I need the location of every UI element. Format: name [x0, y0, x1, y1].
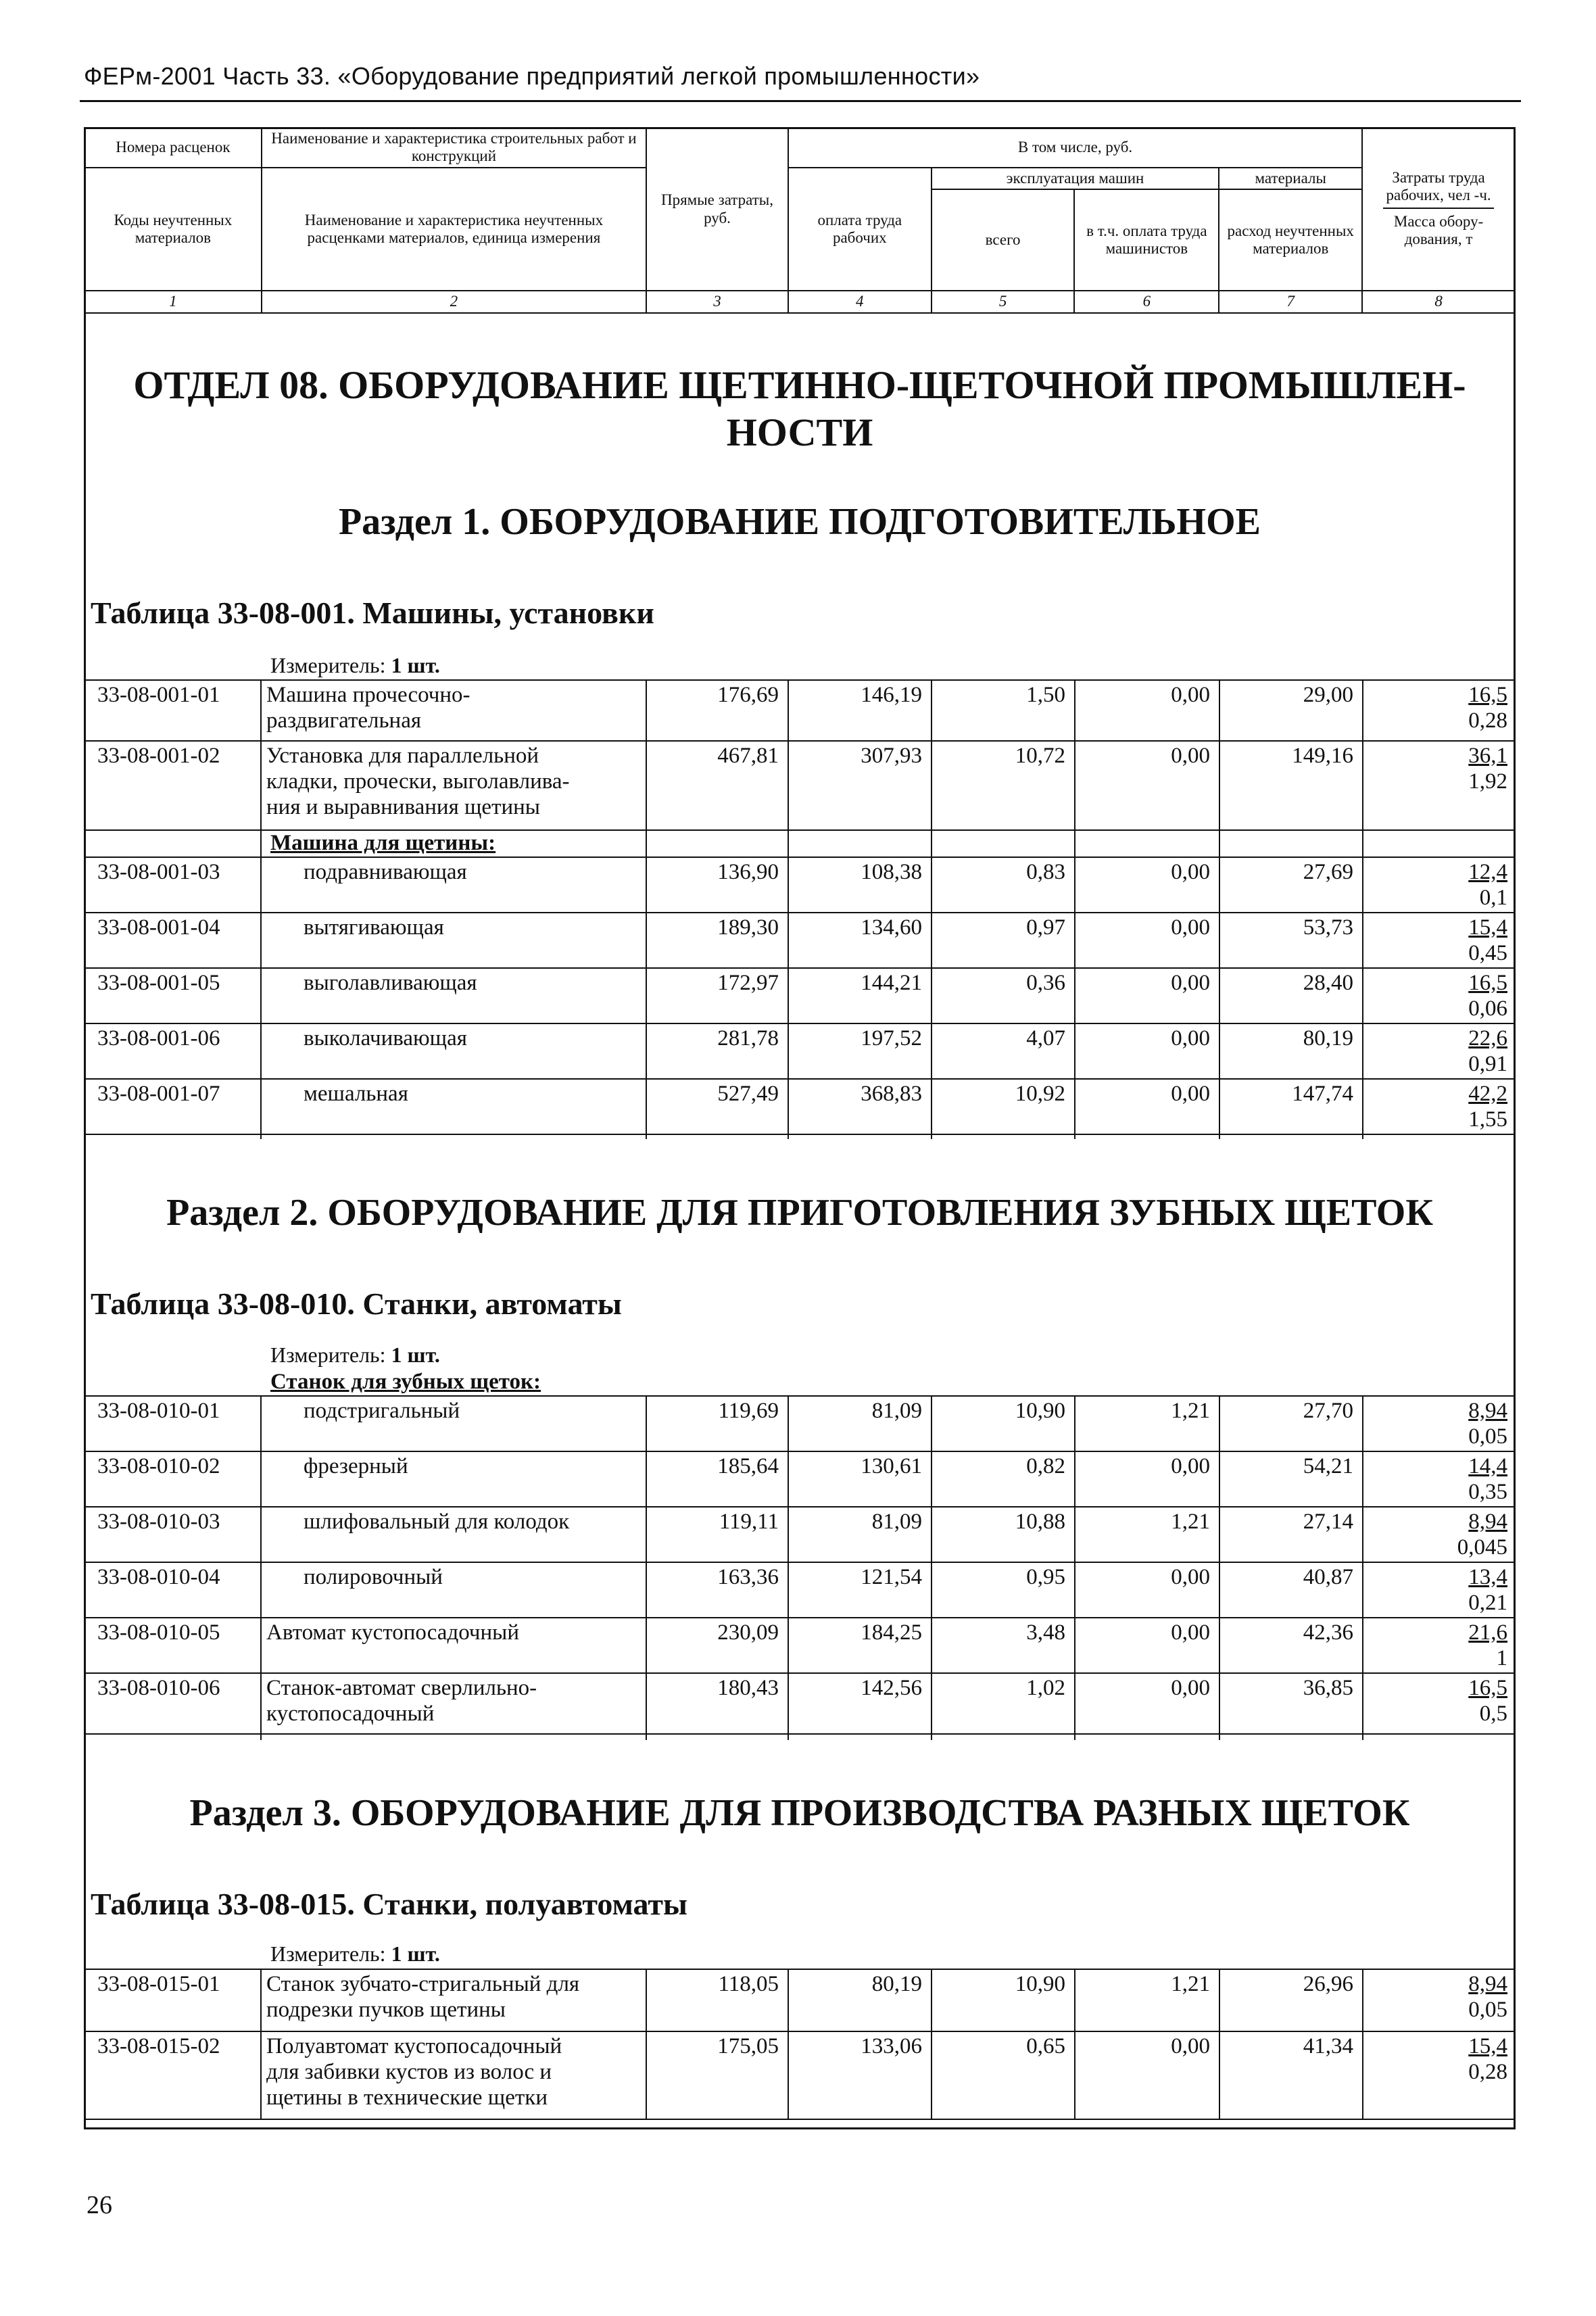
- work-name: [304, 1026, 467, 1051]
- value-c7: 41,34: [1303, 2034, 1353, 2058]
- hdr-num-6: 6: [1074, 291, 1219, 312]
- value-c5: 1,02: [1026, 1676, 1065, 1700]
- section-3-meter-value: 1 шт.: [391, 1941, 440, 1966]
- value-c4: 80,19: [871, 1972, 922, 1996]
- value-c6: 0,00: [1171, 1620, 1210, 1645]
- running-header: ФЕРм-2001 Часть 33. «Оборудование предприятий легкой промышленности»: [84, 62, 980, 90]
- work-name: [266, 1675, 537, 1727]
- otdel-line-1: ОТДЕЛ 08. ОБОРУДОВАНИЕ ЩЕТИННО-ЩЕТОЧНОЙ ПРОМЫШЛЕН-: [133, 363, 1466, 407]
- equipment-mass: 1: [1496, 1646, 1507, 1670]
- value-c7: 40,87: [1303, 1565, 1353, 1589]
- hdr-oplata: оплата труда рабочих: [788, 168, 932, 291]
- hdr-incl: В том числе, руб.: [788, 128, 1362, 168]
- table-row: [84, 912, 1516, 967]
- section-3-meter: [270, 1941, 440, 1967]
- labor-mass: [1363, 1398, 1507, 1449]
- labor-mass: [1363, 1675, 1507, 1727]
- labor-mass: [1363, 1620, 1507, 1671]
- value-c6: 0,00: [1171, 683, 1210, 707]
- rate-code: 33-08-015-01: [97, 1972, 220, 1996]
- work-name: [304, 915, 444, 940]
- work-name: [304, 970, 477, 996]
- work-name: [304, 1509, 569, 1535]
- table-row: [84, 2031, 1516, 2119]
- work-name: [266, 682, 470, 733]
- work-name: [304, 1398, 460, 1424]
- hdr-massa: Масса обору-дования, т: [1393, 212, 1484, 248]
- value-c4: 81,09: [871, 1399, 922, 1423]
- work-name-line: мешальная: [304, 1082, 408, 1106]
- value-c4: 81,09: [871, 1510, 922, 1534]
- work-name-line: подрезки пучков щетины: [266, 1998, 506, 2022]
- section-2-meter: [270, 1343, 440, 1368]
- table-row: [84, 1617, 1516, 1672]
- value-c6: 0,00: [1171, 860, 1210, 884]
- value-c3: 467,81: [717, 744, 779, 768]
- work-name-line: подстригальный: [304, 1399, 460, 1423]
- otdel-heading: [84, 362, 1516, 456]
- labor-cost: 21,6: [1468, 1620, 1507, 1645]
- value-c6: 0,00: [1171, 971, 1210, 995]
- value-c4: 133,06: [861, 2034, 922, 2058]
- page-number: 26: [87, 2191, 112, 2219]
- table-row: [84, 679, 1516, 740]
- value-c7: 147,74: [1292, 1082, 1353, 1106]
- value-c7: 27,70: [1303, 1399, 1353, 1423]
- value-c6: 1,21: [1171, 1972, 1210, 1996]
- work-name-line: Станок-автомат сверлильно-: [266, 1676, 537, 1700]
- section-1-table-title: Таблица 33-08-001. Машины, установки: [91, 596, 654, 630]
- labor-mass: [1363, 970, 1507, 1021]
- work-name-line: кустопосадочный: [266, 1702, 435, 1726]
- labor-cost: 8,94: [1468, 1972, 1507, 1996]
- table-rule: [84, 829, 1516, 831]
- work-name-line: Станок зубчато-стригальный для: [266, 1972, 580, 1996]
- equipment-mass: 1,55: [1468, 1107, 1507, 1132]
- work-name-line: подравнивающая: [304, 860, 467, 884]
- value-c4: 121,54: [861, 1565, 922, 1589]
- table-rule: [84, 1134, 1516, 1135]
- value-c6: 0,00: [1171, 1565, 1210, 1589]
- section-1-meter-label: Измеритель:: [270, 653, 386, 677]
- value-c7: 27,14: [1303, 1510, 1353, 1534]
- equipment-mass: 0,045: [1457, 1535, 1507, 1560]
- labor-cost: 42,2: [1468, 1082, 1507, 1106]
- work-name: [304, 1453, 408, 1479]
- labor-cost: 22,6: [1468, 1026, 1507, 1051]
- labor-cost: 12,4: [1468, 860, 1507, 884]
- labor-mass: [1363, 859, 1507, 911]
- work-name-line: Установка для параллельной: [266, 744, 539, 768]
- value-c4: 184,25: [861, 1620, 922, 1645]
- labor-mass: [1363, 1971, 1507, 2023]
- rate-code: 33-08-010-04: [97, 1565, 220, 1589]
- section-2-meter-value: 1 шт.: [391, 1343, 440, 1367]
- value-c3: 118,05: [718, 1972, 779, 1996]
- table-row: [84, 1969, 1516, 2031]
- value-c3: 527,49: [717, 1082, 779, 1106]
- otdel-line-2: НОСТИ: [726, 410, 873, 454]
- equipment-mass: 0,21: [1468, 1591, 1507, 1615]
- work-name: [304, 1564, 443, 1590]
- table-row: [84, 1078, 1516, 1134]
- labor-mass: [1363, 1564, 1507, 1616]
- labor-mass: [1363, 1026, 1507, 1077]
- value-c6: 0,00: [1171, 1026, 1210, 1051]
- value-c5: 0,83: [1026, 860, 1065, 884]
- value-c5: 1,50: [1026, 683, 1065, 707]
- hdr-num-7: 7: [1219, 291, 1362, 312]
- value-c6: 1,21: [1171, 1510, 1210, 1534]
- section-2-title: Раздел 2. ОБОРУДОВАНИЕ ДЛЯ ПРИГОТОВЛЕНИЯ ЗУБНЫХ ЩЕТОК: [166, 1192, 1433, 1234]
- hdr-num-3: 3: [646, 291, 788, 312]
- work-name-line: выголавливающая: [304, 971, 477, 995]
- labor-mass: [1363, 1453, 1507, 1505]
- value-c5: 0,82: [1026, 1454, 1065, 1478]
- hdr-vsego: всего: [932, 189, 1075, 291]
- work-name-line: для забивки кустов из волос и: [266, 2060, 552, 2084]
- value-c3: 281,78: [717, 1026, 779, 1051]
- value-c3: 163,36: [717, 1565, 779, 1589]
- value-c7: 53,73: [1303, 915, 1353, 940]
- labor-mass: [1363, 2033, 1507, 2085]
- value-c3: 185,64: [717, 1454, 779, 1478]
- hdr-vtch: в т.ч. оплата труда машинистов: [1074, 189, 1219, 291]
- table-row: [84, 1562, 1516, 1617]
- value-c5: 10,88: [1015, 1510, 1065, 1534]
- rate-code: 33-08-001-02: [97, 744, 220, 768]
- value-c3: 119,11: [719, 1510, 779, 1534]
- hdr-num-5: 5: [932, 291, 1075, 312]
- value-c4: 197,52: [861, 1026, 922, 1051]
- hdr-rashod: расход неучтенных материалов: [1219, 189, 1362, 291]
- equipment-mass: 0,91: [1468, 1052, 1507, 1076]
- equipment-mass: 0,28: [1468, 2060, 1507, 2084]
- value-c4: 144,21: [861, 971, 922, 995]
- work-name: [266, 1620, 519, 1645]
- rate-code: 33-08-010-05: [97, 1620, 220, 1645]
- value-c3: 172,97: [717, 971, 779, 995]
- hdr-col1-bottom: Коды неучтенных материалов: [84, 168, 262, 291]
- value-c6: 0,00: [1171, 915, 1210, 940]
- work-name-line: Машина прочесочно-: [266, 683, 470, 707]
- equipment-mass: 0,06: [1468, 996, 1507, 1021]
- rate-code: 33-08-001-01: [97, 683, 220, 707]
- labor-cost: 15,4: [1468, 915, 1507, 940]
- hdr-zatraty: Затраты труда рабочих, чел -ч.: [1386, 168, 1491, 204]
- labor-mass: [1363, 915, 1507, 966]
- rate-code: 33-08-010-03: [97, 1510, 220, 1534]
- labor-cost: 8,94: [1468, 1510, 1507, 1534]
- value-c5: 0,95: [1026, 1565, 1065, 1589]
- value-c4: 146,19: [861, 683, 922, 707]
- work-name-line: раздвигательная: [266, 708, 422, 733]
- value-c6: 0,00: [1171, 1676, 1210, 1700]
- value-c5: 3,48: [1026, 1620, 1065, 1645]
- section-1-group: Машина для щетины:: [270, 831, 496, 855]
- section-2-table-title: Таблица 33-08-010. Станки, автоматы: [91, 1286, 622, 1321]
- value-c7: 54,21: [1303, 1454, 1353, 1478]
- section-1-meter-value: 1 шт.: [391, 653, 440, 677]
- labor-mass: [1363, 1081, 1507, 1132]
- work-name-line: Автомат кустопосадочный: [266, 1620, 519, 1645]
- labor-cost: 8,94: [1468, 1399, 1507, 1423]
- value-c5: 10,90: [1015, 1399, 1065, 1423]
- value-c4: 108,38: [861, 860, 922, 884]
- labor-mass: [1363, 1509, 1507, 1560]
- section-1-title: Раздел 1. ОБОРУДОВАНИЕ ПОДГОТОВИТЕЛЬНОЕ: [338, 501, 1261, 543]
- labor-cost: 16,5: [1468, 683, 1507, 707]
- rate-code: 33-08-001-04: [97, 915, 220, 940]
- section-1-rows: [84, 679, 1516, 1139]
- equipment-mass: 0,1: [1479, 886, 1507, 910]
- rate-code: 33-08-001-06: [97, 1026, 220, 1051]
- rate-code: 33-08-010-02: [97, 1454, 220, 1478]
- value-c5: 10,90: [1015, 1972, 1065, 1996]
- equipment-mass: 0,28: [1468, 708, 1507, 733]
- work-name-line: щетины в технические щетки: [266, 2085, 548, 2110]
- equipment-mass: 0,45: [1468, 941, 1507, 965]
- value-c4: 307,93: [861, 744, 922, 768]
- work-name-line: ния и выравнивания щетины: [266, 795, 540, 819]
- labor-cost: 15,4: [1468, 2034, 1507, 2058]
- work-name-line: выколачивающая: [304, 1026, 467, 1051]
- table-row: [84, 740, 1516, 829]
- value-c7: 28,40: [1303, 971, 1353, 995]
- hdr-num-4: 4: [788, 291, 932, 312]
- hdr-col1-top: Номера расценок: [84, 128, 262, 168]
- rate-code: 33-08-001-03: [97, 860, 220, 884]
- hdr-num-1: 1: [84, 291, 262, 312]
- section-3-title: Раздел 3. ОБОРУДОВАНИЕ ДЛЯ ПРОИЗВОДСТВА РАЗНЫХ ЩЕТОК: [189, 1792, 1410, 1834]
- rate-code: 33-08-010-06: [97, 1676, 220, 1700]
- hdr-materialy: материалы: [1219, 168, 1362, 189]
- equipment-mass: 1,92: [1468, 769, 1507, 794]
- table-rule: [84, 1733, 1516, 1735]
- hdr-num-2: 2: [262, 291, 646, 312]
- value-c6: 0,00: [1171, 2034, 1210, 2058]
- rate-code: 33-08-015-02: [97, 2034, 220, 2058]
- value-c4: 368,83: [861, 1082, 922, 1106]
- table-row: [84, 967, 1516, 1023]
- value-c3: 136,90: [717, 860, 779, 884]
- table-rule: [84, 2119, 1516, 2120]
- labor-mass: [1363, 743, 1507, 794]
- value-c7: 26,96: [1303, 1972, 1353, 1996]
- table-row: [84, 857, 1516, 912]
- work-name: [304, 859, 467, 885]
- equipment-mass: 0,05: [1468, 1424, 1507, 1449]
- value-c4: 142,56: [861, 1676, 922, 1700]
- value-c6: 0,00: [1171, 1454, 1210, 1478]
- value-c5: 0,97: [1026, 915, 1065, 940]
- table-row: [84, 1672, 1516, 1733]
- value-c7: 29,00: [1303, 683, 1353, 707]
- value-c3: 189,30: [717, 915, 779, 940]
- value-c7: 36,85: [1303, 1676, 1353, 1700]
- work-name-line: вытягивающая: [304, 915, 444, 940]
- value-c4: 130,61: [861, 1454, 922, 1478]
- labor-cost: 16,5: [1468, 1676, 1507, 1700]
- value-c5: 10,72: [1015, 744, 1065, 768]
- header-rule: [80, 100, 1521, 102]
- work-name-line: полировочный: [304, 1565, 443, 1589]
- work-name-line: фрезерный: [304, 1454, 408, 1478]
- hdr-ekspl: эксплуатация машин: [932, 168, 1219, 189]
- rate-code: 33-08-010-01: [97, 1399, 220, 1423]
- value-c3: 230,09: [717, 1620, 779, 1645]
- work-name-line: Полуавтомат кустопосадочный: [266, 2034, 562, 2058]
- work-name-line: кладки, прочески, выголавлива-: [266, 769, 570, 794]
- rate-code: 33-08-001-07: [97, 1082, 220, 1106]
- table-row: [84, 1451, 1516, 1506]
- value-c3: 175,05: [717, 2034, 779, 2058]
- hdr-col3: Прямые затраты, руб.: [646, 128, 788, 291]
- labor-cost: 36,1: [1468, 744, 1507, 768]
- labor-cost: 13,4: [1468, 1565, 1507, 1589]
- value-c5: 10,92: [1015, 1082, 1065, 1106]
- work-name: [304, 1081, 408, 1107]
- work-name-line: шлифовальный для колодок: [304, 1510, 570, 1534]
- work-name: [266, 1971, 579, 2023]
- rate-code: 33-08-001-05: [97, 971, 220, 995]
- table-row: [84, 1506, 1516, 1562]
- work-name: [266, 743, 570, 820]
- section-1-meter: [270, 653, 440, 678]
- section-2-meter-label: Измеритель:: [270, 1343, 386, 1367]
- table-row: [84, 1395, 1516, 1451]
- value-c6: 0,00: [1171, 1082, 1210, 1106]
- section-2-group: Станок для зубных щеток:: [270, 1370, 541, 1394]
- labor-cost: 14,4: [1468, 1454, 1507, 1478]
- value-c7: 149,16: [1292, 744, 1353, 768]
- equipment-mass: 0,5: [1479, 1702, 1507, 1726]
- value-c5: 0,36: [1026, 971, 1065, 995]
- equipment-mass: 0,35: [1468, 1480, 1507, 1504]
- value-c7: 27,69: [1303, 860, 1353, 884]
- labor-cost: 16,5: [1468, 971, 1507, 995]
- value-c6: 1,21: [1171, 1399, 1210, 1423]
- hdr-col2-bottom: Наименование и характеристика неучтенных расценками материалов, единица измерения: [262, 168, 646, 291]
- hdr-num-8: 8: [1362, 291, 1515, 312]
- value-c5: 0,65: [1026, 2034, 1065, 2058]
- value-c3: 176,69: [717, 683, 779, 707]
- section-3-table-title: Таблица 33-08-015. Станки, полуавтоматы: [91, 1887, 687, 1921]
- equipment-mass: 0,05: [1468, 1998, 1507, 2022]
- value-c3: 119,69: [718, 1399, 779, 1423]
- labor-mass: [1363, 682, 1507, 733]
- value-c6: 0,00: [1171, 744, 1210, 768]
- hdr-col2-top: Наименование и характеристика строительных работ и конструкций: [262, 128, 646, 168]
- value-c7: 80,19: [1303, 1026, 1353, 1051]
- section-2-rows: [84, 1395, 1516, 1740]
- section-3-rows: [84, 1969, 1516, 2119]
- work-name: [266, 2033, 562, 2110]
- value-c5: 4,07: [1026, 1026, 1065, 1051]
- section-3-meter-label: Измеритель:: [270, 1941, 386, 1966]
- value-c3: 180,43: [717, 1676, 779, 1700]
- value-c4: 134,60: [861, 915, 922, 940]
- table-row: [84, 1023, 1516, 1078]
- value-c7: 42,36: [1303, 1620, 1353, 1645]
